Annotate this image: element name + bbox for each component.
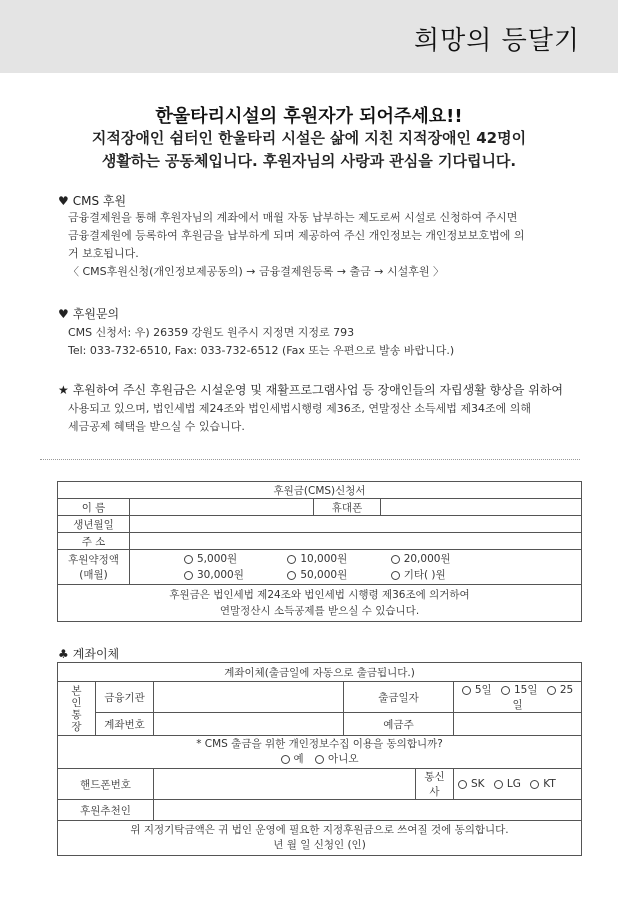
cms-description <box>68 209 574 281</box>
name-label: 이 름 <box>58 499 130 516</box>
radio-icon <box>184 555 193 564</box>
phone-label: 휴대폰 <box>314 499 381 516</box>
carrier-options <box>454 769 582 800</box>
inquiry-contact: Tel: 033-732-6510, Fax: 033-732-6512 (Fax 또는 우편으로 발송 바랍니다.) <box>68 344 455 357</box>
radio-icon <box>547 686 556 695</box>
withdraw-date-label: 출금일자 <box>344 682 454 713</box>
radio-icon <box>287 571 296 580</box>
form-title: 후원금(CMS)신청서 <box>58 482 582 499</box>
tax-line-2: 사용되고 있으며, 법인세법 제24조와 법인세법시행령 제36조, 연말정산 소득세법 제34조에 의해 <box>68 402 531 415</box>
header-title: 희망의 등달기 <box>414 26 580 56</box>
consent-yes[interactable]: 예 <box>281 753 304 765</box>
amount-options <box>130 550 582 585</box>
transfer-heading <box>58 645 119 662</box>
carrier-option-kt[interactable]: KT <box>530 778 555 790</box>
form-note-1: 후원금은 법인세법 제24조와 법인세법 시행령 제36조에 의거하여 <box>169 589 470 601</box>
carrier-label: 통신사 <box>416 769 454 800</box>
tax-note <box>58 381 563 398</box>
amount-option-other[interactable]: 기타( )원 <box>391 567 446 583</box>
transfer-title: 계좌이체(출금일에 자동으로 출금됩니다.) <box>58 663 582 682</box>
intro-title: 한울타리시설의 후원자가 되어주세요!! <box>155 106 463 127</box>
signature-line: 년 월 일 신청인 (인) <box>273 839 366 851</box>
radio-icon <box>281 755 290 764</box>
cms-application-form <box>57 481 582 622</box>
radio-icon <box>530 780 539 789</box>
cms-line-3: 거 보호됩니다. <box>68 247 139 260</box>
form-note <box>58 585 582 622</box>
amount-option-5000[interactable]: 5,000원 <box>184 551 264 567</box>
heart-icon: ♥ <box>58 307 69 321</box>
name-field[interactable] <box>130 499 314 516</box>
consent-question: * CMS 출금을 위한 개인정보수집 이용을 동의합니까? <box>196 738 443 750</box>
referrer-label: 후원추천인 <box>58 800 154 821</box>
radio-icon <box>391 571 400 580</box>
date-option-25[interactable]: 25일 <box>512 684 574 711</box>
consent-no[interactable]: 아니오 <box>315 753 358 765</box>
account-holder-label: 예금주 <box>344 713 454 736</box>
own-account-label: 본 인 통 장 <box>58 682 96 736</box>
mobile-label: 핸드폰번호 <box>58 769 154 800</box>
date-option-5[interactable]: 5일 <box>462 684 492 696</box>
cms-heading <box>58 192 126 209</box>
intro-line-2: 생활하는 공동체입니다. 후원자님의 사랑과 관심을 기다립니다. <box>101 152 517 170</box>
consent-row <box>58 736 582 769</box>
mobile-field[interactable] <box>154 769 416 800</box>
agreement-row <box>58 821 582 856</box>
carrier-option-lg[interactable]: LG <box>494 778 521 790</box>
cms-heading-text: CMS 후원 <box>72 194 127 208</box>
radio-icon <box>458 780 467 789</box>
carrier-option-sk[interactable]: SK <box>458 778 485 790</box>
bank-field[interactable] <box>154 682 344 713</box>
amount-option-30000[interactable]: 30,000원 <box>184 567 264 583</box>
tax-continued <box>68 400 574 436</box>
phone-field[interactable] <box>381 499 582 516</box>
radio-icon <box>287 555 296 564</box>
account-transfer-form <box>57 662 582 856</box>
club-icon: ♣ <box>58 647 69 661</box>
birth-label: 생년월일 <box>58 516 130 533</box>
account-holder-field[interactable] <box>454 713 582 736</box>
amount-label-1: 후원약정액 <box>68 554 119 566</box>
cms-flow: 〈 CMS후원신청(개인정보제공동의) → 금융결제원등록 → 출금 → 시설후원 〉 <box>68 265 445 278</box>
birth-field[interactable] <box>130 516 582 533</box>
referrer-field[interactable] <box>154 800 582 821</box>
tax-line-3: 세금공제 혜택을 받으실 수 있습니다. <box>68 420 245 433</box>
tax-line-1: 후원하여 주신 후원금은 시설운영 및 재활프로그램사업 등 장애인들의 자립생활 향상을 위하여 <box>72 383 564 397</box>
date-option-15[interactable]: 15일 <box>501 684 538 696</box>
cms-line-1: 금융결제원을 통해 후원자님의 계좌에서 매월 자동 납부하는 제도로써 시설로 신청하여 주시면 <box>68 211 518 224</box>
radio-icon <box>462 686 471 695</box>
cms-line-2: 금융결제원에 등록하여 후원금을 납부하게 되며 제공하여 주신 개인정보는 개인정보보호법에 의 <box>68 229 525 242</box>
amount-option-10000[interactable]: 10,000원 <box>287 551 367 567</box>
form-note-2: 연말정산시 소득공제를 받으실 수 있습니다. <box>219 605 420 617</box>
heart-icon: ♥ <box>58 194 69 208</box>
amount-option-20000[interactable]: 20,000원 <box>391 551 451 567</box>
agreement-text: 위 지정기탁금액은 귀 법인 운영에 필요한 지정후원금으로 쓰여질 것에 동의합니다. <box>130 824 509 836</box>
account-number-label: 계좌번호 <box>96 713 154 736</box>
radio-icon <box>391 555 400 564</box>
amount-label-2: (매월) <box>79 569 108 581</box>
inquiry-address: CMS 신청서: 우) 26359 강원도 원주시 지정면 지정로 793 <box>68 326 355 339</box>
amount-label <box>58 550 130 585</box>
withdraw-date-options <box>454 682 582 713</box>
radio-icon <box>184 571 193 580</box>
intro-line-1: 지적장애인 쉼터인 한울타리 시설은 삶에 지친 지적장애인 42명이 <box>91 129 527 147</box>
header-bar <box>0 0 618 73</box>
inquiry-details <box>68 324 574 360</box>
radio-icon <box>494 780 503 789</box>
radio-icon <box>315 755 324 764</box>
radio-icon <box>501 686 510 695</box>
divider <box>40 459 580 460</box>
address-label: 주 소 <box>58 533 130 550</box>
address-field[interactable] <box>130 533 582 550</box>
inquiry-heading <box>58 305 119 322</box>
transfer-heading-text: 계좌이체 <box>72 647 120 661</box>
amount-option-50000[interactable]: 50,000원 <box>287 567 367 583</box>
bank-label: 금융기관 <box>96 682 154 713</box>
star-icon: ★ <box>58 383 69 397</box>
inquiry-heading-text: 후원문의 <box>72 307 120 321</box>
account-number-field[interactable] <box>154 713 344 736</box>
